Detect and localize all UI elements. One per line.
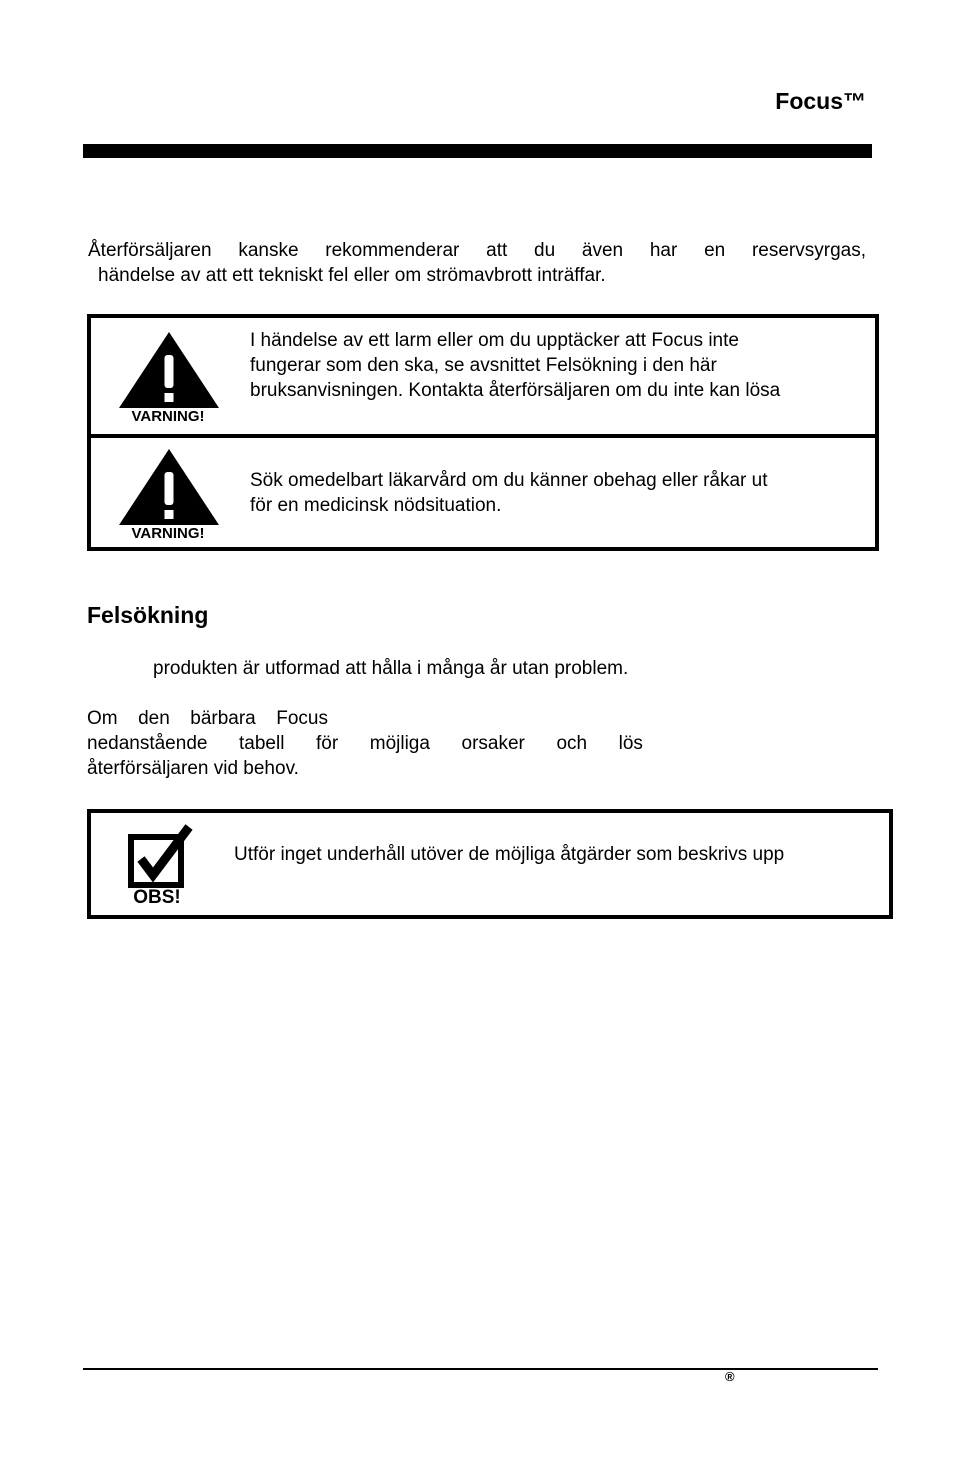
troubleshooting-paragraph-2 [87,706,643,781]
warning-triangle-icon [115,447,223,547]
troubleshooting-paragraph-1: produkten är utformad att hålla i många år utan problem. [153,658,629,679]
warning-text-2: Sök omedelbart läkarvård om du känner obehag eller råkar ut för en medicinsk nödsituation. [250,470,768,516]
note-text: Utför inget underhåll utöver de möjliga åtgärder som beskrivs upp [234,844,785,865]
intro-paragraph [88,238,866,288]
para2-line-1: Om den bärbara Focus [87,708,328,729]
registered-mark: ® [725,1369,735,1384]
intro-line-1: Återförsäljaren kanske rekommenderar att du även har en reservsyrgas, [88,240,866,261]
header-rule [83,144,872,158]
para2-line-3: återförsäljaren vid behov. [87,758,299,779]
footer-rule [83,1368,878,1370]
page-header-title: Focus™ [775,88,866,114]
checkbox-check-icon [125,823,197,913]
warning-text-1: I händelse av ett larm eller om du upptäcker att Focus inte fungerar som den ska, se avsnittet Felsökning i den här bruksanvisningen. Kontakta återförsäljaren om du inte kan lösa [250,330,781,401]
section-heading-felsokning: Felsökning [87,602,209,628]
warning-icon-label: VARNING! [131,408,205,425]
warnings-table [87,314,879,551]
note-box [87,809,893,919]
para2-line-2: nedanstående tabell för möjliga orsaker och lös [87,733,643,754]
warning-row-2 [91,438,875,547]
warning-row-1 [91,318,875,433]
warning-icon-label: VARNING! [131,525,205,542]
note-icon-label: OBS! [133,887,181,908]
warning-triangle-icon [115,330,223,430]
intro-line-2: händelse av att ett tekniskt fel eller om strömavbrott inträffar. [98,265,606,286]
